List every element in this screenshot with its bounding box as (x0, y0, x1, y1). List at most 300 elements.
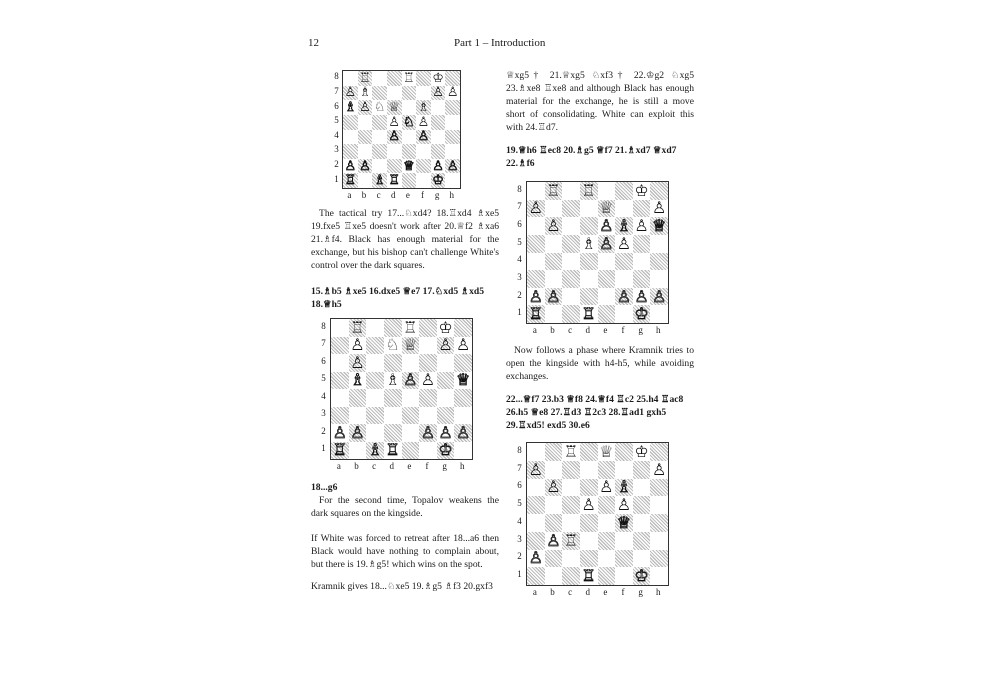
square-d2 (580, 288, 598, 306)
chess-diagram-3 (515, 181, 667, 338)
black-pawn-icon: ♙ (528, 198, 543, 218)
white-queen-icon: ♕ (456, 370, 471, 390)
rank-label: 3 (321, 408, 326, 419)
white-queen-icon: ♕ (616, 512, 632, 532)
file-label: c (376, 190, 381, 200)
white-bishop-icon: ♗ (373, 173, 386, 189)
rank-label: 8 (334, 71, 339, 82)
square-e8 (598, 443, 616, 461)
black-king-icon: ♔ (438, 317, 453, 337)
square-a6 (527, 479, 545, 497)
rank-label: 7 (517, 201, 522, 212)
square-h3 (650, 532, 668, 550)
square-d6 (387, 100, 402, 115)
square-g5 (431, 115, 446, 130)
square-e7 (598, 200, 616, 218)
file-label: d (585, 325, 590, 335)
square-h4 (454, 389, 472, 407)
black-pawn-icon: ♙ (546, 216, 561, 236)
square-d3 (580, 270, 598, 288)
square-a4 (343, 130, 358, 145)
rank-label: 8 (321, 320, 326, 331)
game-moves: 18...g6 (311, 482, 338, 493)
square-a1 (527, 567, 545, 585)
file-label: b (361, 190, 367, 200)
white-bishop-icon: ♗ (367, 440, 383, 460)
right-moves-block-1 (506, 144, 694, 170)
square-f5 (615, 235, 633, 253)
black-rook-icon: ♖ (403, 317, 418, 337)
rank-label: 4 (517, 515, 522, 526)
square-e6 (402, 100, 417, 115)
black-pawn-icon: ♙ (344, 85, 357, 101)
file-label: g (638, 325, 643, 335)
square-b1 (545, 567, 563, 585)
square-a3 (527, 270, 545, 288)
white-pawn-icon: ♙ (528, 548, 543, 568)
square-a5 (343, 115, 358, 130)
square-h5 (454, 372, 472, 390)
square-e7 (402, 86, 417, 101)
square-h3 (454, 407, 472, 425)
white-bishop-icon: ♗ (616, 477, 632, 497)
square-a2 (331, 424, 349, 442)
square-h1 (454, 442, 472, 460)
file-label: d (390, 190, 396, 200)
square-f4 (419, 389, 437, 407)
square-c2 (562, 288, 580, 306)
file-label: a (532, 587, 537, 597)
white-pawn-icon: ♙ (438, 422, 453, 442)
square-h2 (454, 424, 472, 442)
square-e3 (402, 407, 420, 425)
square-h7 (650, 200, 668, 218)
square-e2 (598, 288, 616, 306)
square-b6 (349, 354, 367, 372)
black-pawn-icon: ♙ (456, 335, 471, 355)
square-b8 (349, 319, 367, 337)
square-e5 (402, 115, 417, 130)
square-h2 (445, 159, 460, 174)
square-d3 (580, 532, 598, 550)
square-d2 (580, 550, 598, 568)
square-c1 (562, 305, 580, 323)
running-title: Part 1 – Introduction (454, 37, 546, 49)
chess-diagram-2 (319, 318, 471, 474)
square-c2 (562, 550, 580, 568)
right-text-block-1 (506, 69, 694, 134)
square-d2 (384, 424, 402, 442)
square-e3 (402, 144, 417, 159)
black-pawn-icon: ♙ (634, 216, 649, 236)
square-b3 (545, 532, 563, 550)
rank-label: 7 (321, 338, 326, 349)
square-d8 (384, 319, 402, 337)
square-h8 (454, 319, 472, 337)
black-pawn-icon: ♙ (546, 477, 561, 497)
white-queen-icon: ♕ (652, 216, 667, 236)
square-a7 (527, 200, 545, 218)
square-g4 (437, 389, 455, 407)
rank-label: 3 (334, 144, 339, 155)
square-e4 (598, 514, 616, 532)
rank-label: 1 (334, 173, 339, 184)
square-d7 (384, 337, 402, 355)
black-pawn-icon: ♙ (420, 370, 436, 390)
square-e3 (598, 270, 616, 288)
square-c2 (366, 424, 384, 442)
square-g3 (633, 532, 651, 550)
left-moves-block-1 (311, 285, 499, 311)
black-rook-icon: ♖ (563, 530, 579, 550)
square-h4 (650, 253, 668, 271)
rank-label: 8 (517, 444, 522, 455)
black-knight-icon: ♘ (385, 335, 400, 355)
square-h5 (445, 115, 460, 130)
rank-label: 4 (321, 390, 326, 401)
square-g8 (437, 319, 455, 337)
square-g7 (633, 461, 651, 479)
square-h7 (454, 337, 472, 355)
square-f7 (419, 337, 437, 355)
square-g5 (633, 235, 651, 253)
square-c6 (562, 217, 580, 235)
square-c4 (366, 389, 384, 407)
white-bishop-icon: ♗ (616, 216, 632, 236)
square-h3 (650, 270, 668, 288)
square-e5 (598, 496, 616, 514)
square-a3 (331, 407, 349, 425)
rank-label: 4 (517, 254, 522, 265)
square-c4 (562, 514, 580, 532)
square-f6 (615, 479, 633, 497)
square-c7 (562, 461, 580, 479)
file-label: f (425, 461, 429, 471)
square-b4 (349, 389, 367, 407)
white-pawn-icon: ♙ (344, 158, 357, 174)
black-pawn-icon: ♙ (350, 352, 365, 372)
square-c3 (366, 407, 384, 425)
square-e1 (402, 173, 417, 188)
square-g2 (633, 550, 651, 568)
white-king-icon: ♔ (432, 173, 444, 189)
square-g3 (437, 407, 455, 425)
square-d5 (580, 235, 598, 253)
chess-board (330, 318, 473, 460)
file-label: h (459, 461, 465, 471)
square-a8 (343, 71, 358, 86)
square-a7 (527, 461, 545, 479)
square-c3 (372, 144, 387, 159)
square-a3 (343, 144, 358, 159)
white-pawn-icon: ♙ (599, 216, 614, 236)
square-d6 (384, 354, 402, 372)
square-a3 (527, 532, 545, 550)
square-e2 (402, 424, 420, 442)
white-rook-icon: ♖ (385, 440, 400, 460)
analysis-paragraph: Kramnik gives 18...♘xe5 19.♗g5 ♗f3 20.gxf3 (311, 581, 493, 592)
square-c4 (562, 253, 580, 271)
rank-label: 1 (321, 443, 326, 454)
square-g1 (633, 567, 651, 585)
game-moves: 22...♕f7 23.b3 ♕f8 24.♕f4 ♖c2 25.h4 ♖ac8 26.h5 ♕e8 27.♖d3 ♖2c3 28.♖ad1 gxh5 29.♖xd5! exd5 30.e6 (506, 394, 684, 431)
black-rook-icon: ♖ (359, 70, 371, 86)
square-f3 (419, 407, 437, 425)
square-d3 (387, 144, 402, 159)
square-c5 (562, 496, 580, 514)
black-queen-icon: ♕ (599, 198, 614, 218)
rank-label: 4 (334, 129, 339, 140)
black-king-icon: ♔ (432, 70, 444, 86)
black-rook-icon: ♖ (350, 317, 365, 337)
square-d4 (580, 253, 598, 271)
rank-label: 2 (517, 289, 522, 300)
square-b6 (358, 100, 373, 115)
square-d4 (387, 130, 402, 145)
rank-label: 6 (517, 480, 522, 491)
file-label: g (638, 587, 643, 597)
square-f7 (615, 200, 633, 218)
square-e1 (402, 442, 420, 460)
white-rook-icon: ♖ (388, 173, 401, 189)
square-b8 (545, 182, 563, 200)
file-label: g (442, 461, 447, 471)
square-e8 (402, 319, 420, 337)
white-pawn-icon: ♙ (420, 422, 436, 442)
square-f7 (416, 86, 431, 101)
file-label: h (655, 587, 661, 597)
rank-label: 5 (517, 236, 522, 247)
white-knight-icon: ♘ (402, 114, 415, 130)
square-a6 (343, 100, 358, 115)
square-h2 (650, 550, 668, 568)
square-a5 (527, 496, 545, 514)
white-rook-icon: ♖ (332, 440, 347, 460)
square-g4 (633, 253, 651, 271)
square-h3 (445, 144, 460, 159)
square-b4 (358, 130, 373, 145)
square-d2 (387, 159, 402, 174)
square-e1 (598, 567, 616, 585)
black-rook-icon: ♖ (563, 441, 579, 461)
square-d5 (580, 496, 598, 514)
square-g1 (431, 173, 446, 188)
black-pawn-icon: ♙ (652, 459, 667, 479)
chess-diagram-1 (333, 70, 459, 203)
square-e2 (402, 159, 417, 174)
square-f6 (416, 100, 431, 115)
square-b4 (545, 253, 563, 271)
analysis-paragraph: For the second time, Topalov weakens the dark squares on the kingside. (311, 495, 499, 519)
rank-label: 8 (517, 183, 522, 194)
square-e5 (598, 235, 616, 253)
white-pawn-icon: ♙ (616, 286, 632, 306)
square-b5 (545, 235, 563, 253)
black-bishop-icon: ♗ (385, 370, 400, 390)
square-h7 (445, 86, 460, 101)
rank-label: 3 (517, 271, 522, 282)
rank-label: 5 (517, 498, 522, 509)
file-label: c (568, 587, 573, 597)
square-c1 (372, 173, 387, 188)
square-f5 (615, 496, 633, 514)
square-c8 (562, 182, 580, 200)
rank-label: 6 (321, 355, 326, 366)
square-h5 (650, 235, 668, 253)
square-a7 (331, 337, 349, 355)
black-queen-icon: ♕ (599, 441, 614, 461)
square-d6 (580, 479, 598, 497)
file-label: b (354, 461, 359, 471)
right-text-block-2 (506, 344, 694, 383)
rank-label: 1 (517, 307, 522, 318)
square-f1 (419, 442, 437, 460)
square-c4 (372, 130, 387, 145)
black-bishop-icon: ♗ (581, 233, 596, 253)
square-b2 (358, 159, 373, 174)
analysis-paragraph: The tactical try 17...♘xd4? 18.♖xd4 ♗xe5 19.fxe5 ♖xe5 doesn't work after 20.♕f2 ♗xa6 21.♗f4. Black has enough material for the exchange, but his bishop can't challenge White's control over the dark squares. (311, 208, 499, 271)
square-a6 (331, 354, 349, 372)
white-pawn-icon: ♙ (634, 286, 649, 306)
rank-label: 5 (334, 115, 339, 126)
white-bishop-icon: ♗ (344, 100, 357, 116)
white-king-icon: ♔ (634, 566, 649, 586)
square-b3 (545, 270, 563, 288)
square-h4 (650, 514, 668, 532)
square-c3 (562, 270, 580, 288)
black-pawn-icon: ♙ (446, 85, 459, 101)
white-pawn-icon: ♙ (403, 370, 418, 390)
square-a2 (343, 159, 358, 174)
square-h1 (650, 567, 668, 585)
square-g1 (437, 442, 455, 460)
black-pawn-icon: ♙ (616, 233, 632, 253)
file-label: b (550, 325, 555, 335)
square-d8 (387, 71, 402, 86)
square-g7 (431, 86, 446, 101)
right-moves-block-2 (506, 393, 694, 432)
square-b5 (349, 372, 367, 390)
file-label: h (655, 325, 661, 335)
square-a2 (527, 550, 545, 568)
white-pawn-icon: ♙ (432, 158, 444, 174)
square-e2 (598, 550, 616, 568)
square-f4 (615, 514, 633, 532)
square-g1 (633, 305, 651, 323)
square-g5 (437, 372, 455, 390)
square-d8 (580, 443, 598, 461)
game-moves: 19.♕h6 ♖ec8 20.♗g5 ♕f7 21.♗xd7 ♕xd7 22.♗f6 (506, 145, 677, 169)
square-c8 (562, 443, 580, 461)
square-g4 (431, 130, 446, 145)
left-text-block-2 (311, 481, 499, 520)
rank-label: 7 (517, 462, 522, 473)
square-e8 (598, 182, 616, 200)
square-f3 (615, 532, 633, 550)
square-d1 (580, 567, 598, 585)
square-a8 (331, 319, 349, 337)
square-f8 (615, 182, 633, 200)
square-f5 (416, 115, 431, 130)
black-king-icon: ♔ (634, 441, 649, 461)
square-a2 (527, 288, 545, 306)
square-h8 (650, 443, 668, 461)
square-b4 (545, 514, 563, 532)
square-b2 (545, 288, 563, 306)
square-f8 (416, 71, 431, 86)
square-c7 (562, 200, 580, 218)
square-f6 (615, 217, 633, 235)
square-a1 (343, 173, 358, 188)
black-pawn-icon: ♙ (417, 114, 430, 130)
analysis-paragraph: Now follows a phase where Kramnik tries to open the kingside with h4-h5, while avoiding exchanges. (506, 345, 694, 382)
white-pawn-icon: ♙ (388, 129, 401, 145)
rank-label: 5 (321, 373, 326, 384)
rank-label: 6 (517, 219, 522, 230)
square-c7 (366, 337, 384, 355)
square-c8 (366, 319, 384, 337)
square-g8 (431, 71, 446, 86)
white-pawn-icon: ♙ (332, 422, 347, 442)
white-rook-icon: ♖ (581, 304, 596, 324)
square-g2 (437, 424, 455, 442)
square-b8 (545, 443, 563, 461)
file-label: h (449, 190, 454, 200)
square-a8 (527, 182, 545, 200)
square-g7 (633, 200, 651, 218)
square-c8 (372, 71, 387, 86)
white-pawn-icon: ♙ (456, 422, 471, 442)
square-e1 (598, 305, 616, 323)
file-label: b (550, 587, 555, 597)
square-b7 (349, 337, 367, 355)
square-c2 (372, 159, 387, 174)
black-pawn-icon: ♙ (652, 198, 667, 218)
square-g7 (437, 337, 455, 355)
square-b6 (545, 479, 563, 497)
square-h8 (650, 182, 668, 200)
page-number: 12 (308, 37, 319, 49)
square-f8 (615, 443, 633, 461)
square-e7 (598, 461, 616, 479)
square-h6 (650, 217, 668, 235)
square-a5 (527, 235, 545, 253)
square-d7 (387, 86, 402, 101)
file-label: d (585, 587, 590, 597)
square-d5 (384, 372, 402, 390)
black-pawn-icon: ♙ (616, 495, 632, 515)
white-pawn-icon: ♙ (546, 286, 561, 306)
square-f2 (419, 424, 437, 442)
square-g3 (633, 270, 651, 288)
square-a7 (343, 86, 358, 101)
square-b1 (358, 173, 373, 188)
black-pawn-icon: ♙ (350, 335, 365, 355)
black-rook-icon: ♖ (581, 180, 596, 200)
square-c6 (372, 100, 387, 115)
black-rook-icon: ♖ (402, 70, 415, 86)
square-e4 (402, 389, 420, 407)
square-b7 (545, 200, 563, 218)
square-b7 (545, 461, 563, 479)
square-b1 (349, 442, 367, 460)
square-f1 (615, 567, 633, 585)
square-g5 (633, 496, 651, 514)
left-text-block-1 (311, 207, 499, 272)
square-g2 (431, 159, 446, 174)
black-king-icon: ♔ (634, 180, 649, 200)
black-knight-icon: ♘ (373, 100, 386, 116)
